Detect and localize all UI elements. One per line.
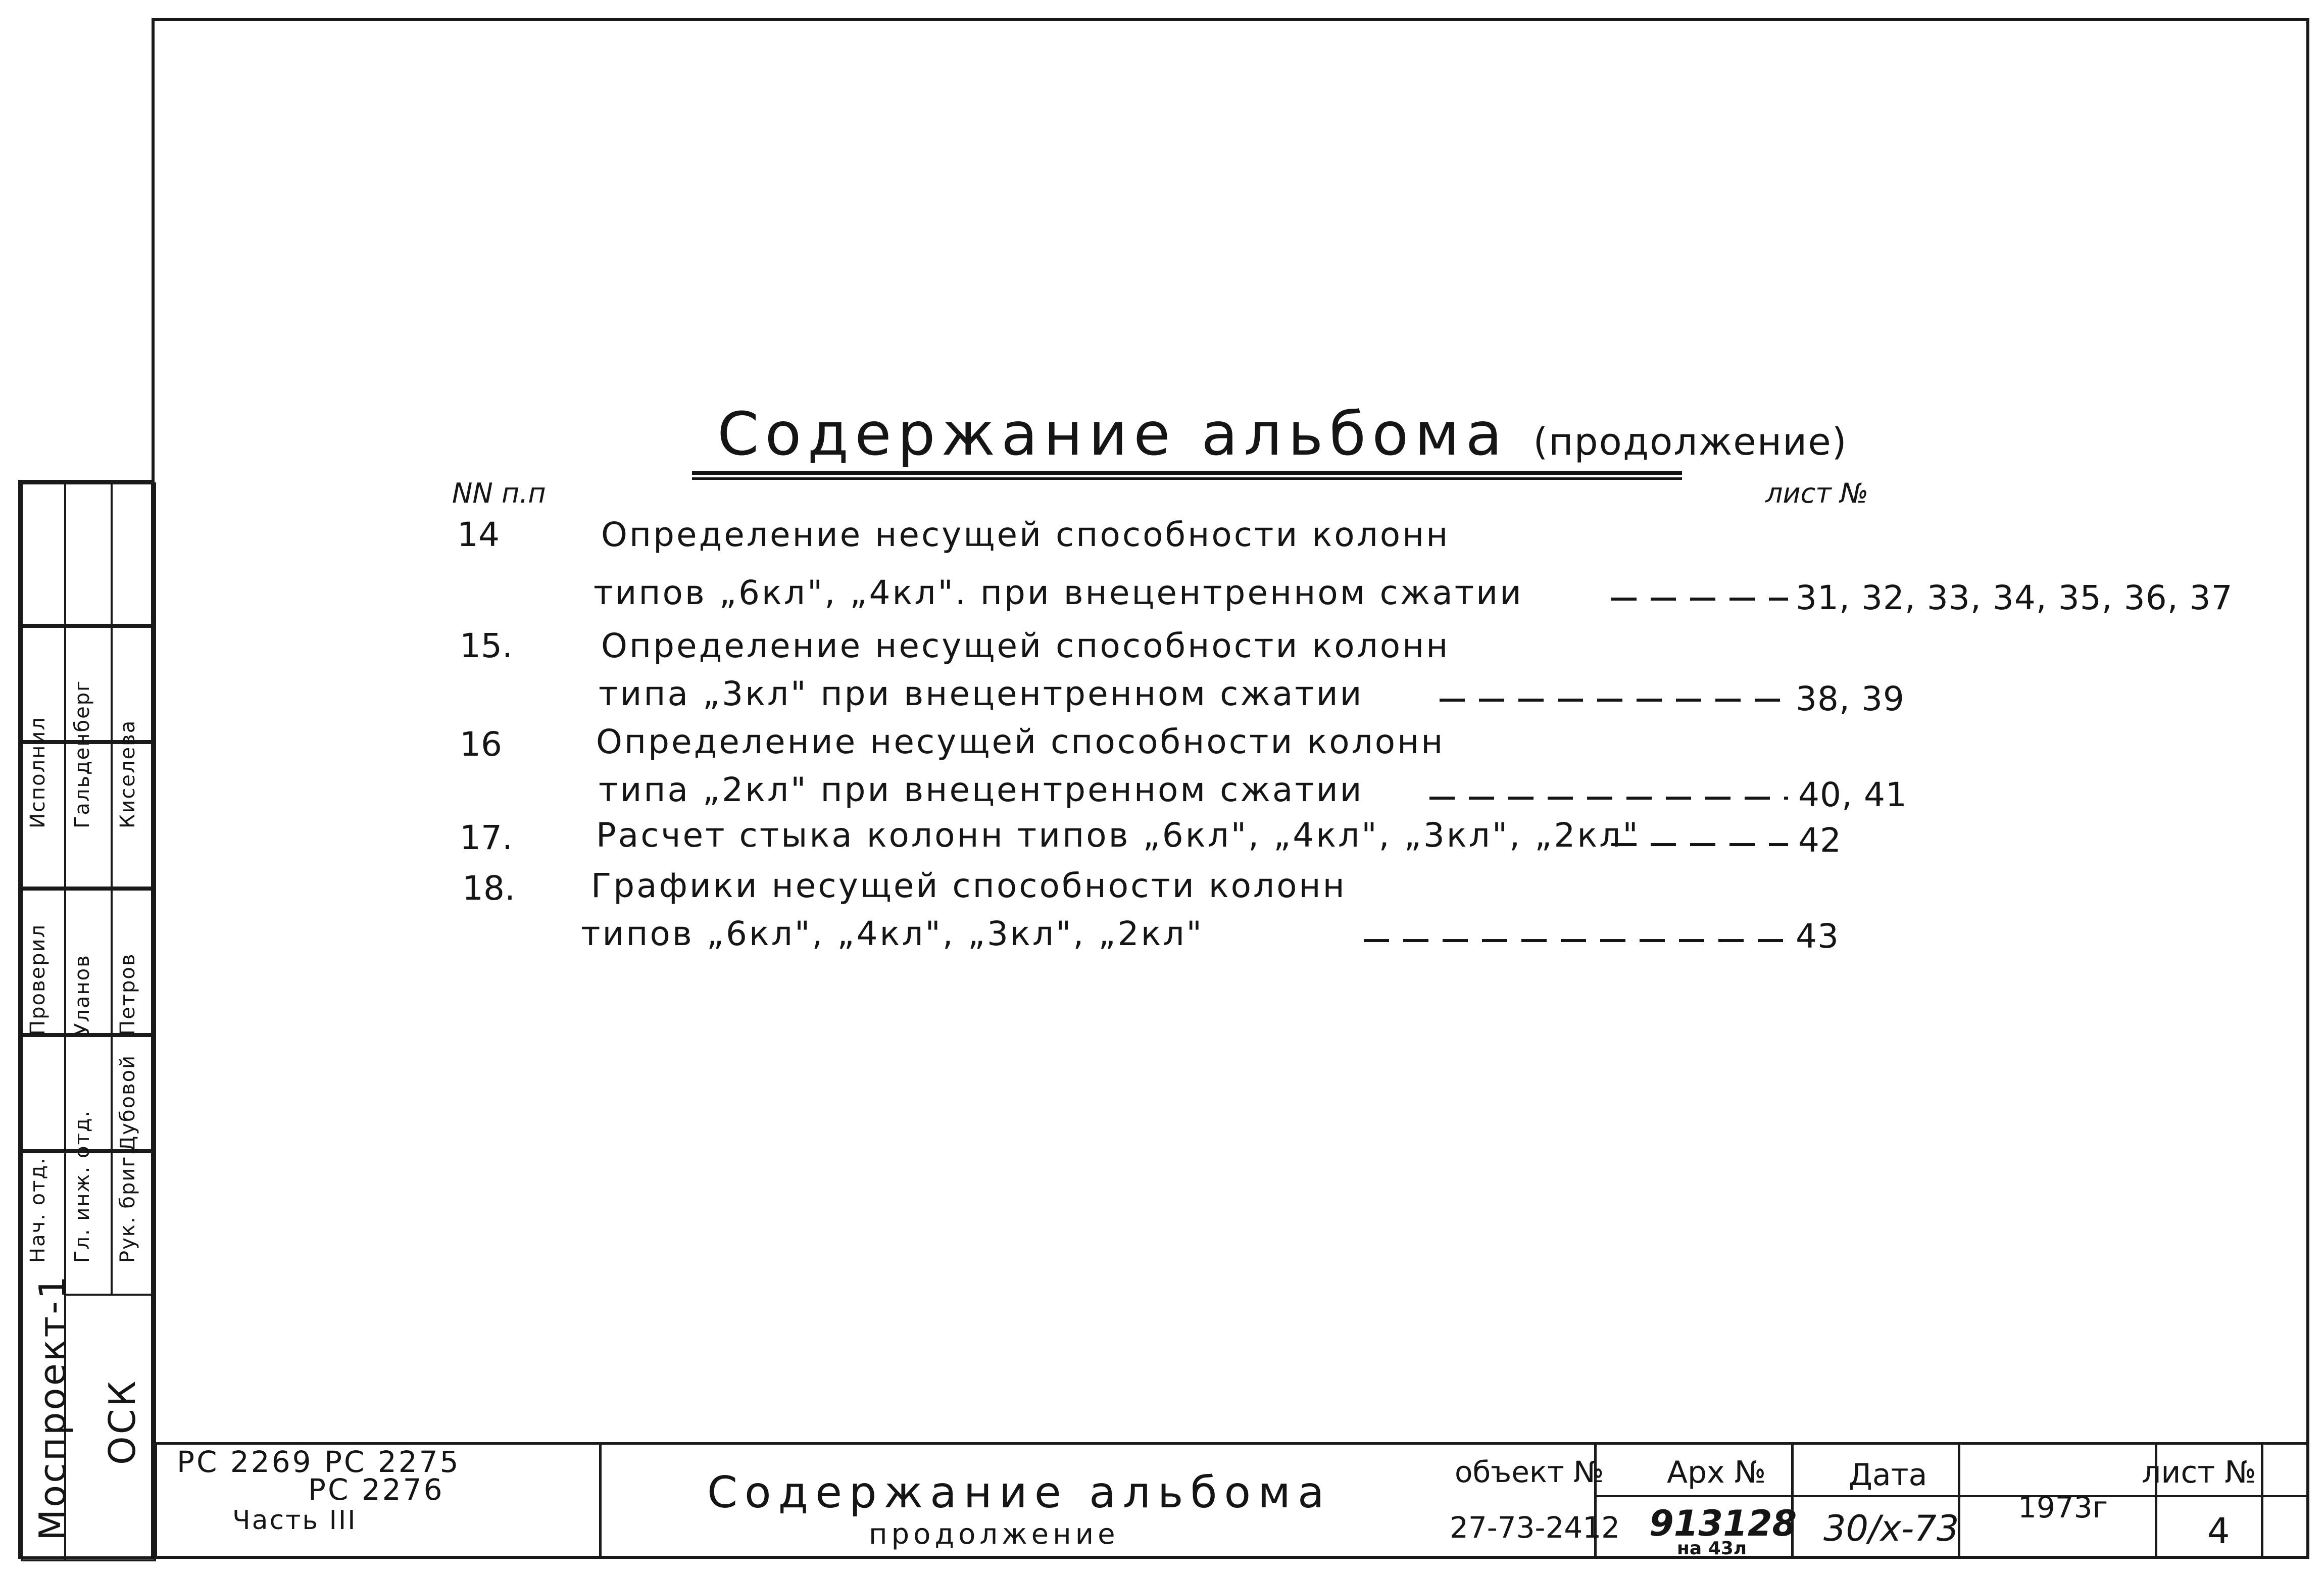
entry-sheets: 42 <box>1798 821 1842 860</box>
entry-line: Расчет стыка колонн типов „6кл", „4кл", „3кл", „2кл" <box>596 816 1640 855</box>
entry-number: 14 <box>457 515 500 554</box>
entry-number: 18. <box>462 869 515 908</box>
entry-number: 16 <box>460 725 502 764</box>
tb-arch-note: на 43л <box>1677 1538 1747 1559</box>
entry-line: типов „6кл", „4кл", „3кл", „2кл" <box>581 914 1204 953</box>
tb-codes-line2: РС 2276 <box>308 1472 444 1507</box>
num-column-header: NN п.п <box>452 477 546 509</box>
side-name: Уланов <box>71 954 94 1036</box>
entry-sheets: 43 <box>1796 917 1839 956</box>
side-name: Дубовой <box>116 1054 139 1152</box>
entry-line: типа „3кл" при внецентренном сжатии <box>599 674 1364 713</box>
side-role: Проверил <box>26 923 50 1036</box>
side-name: Петров <box>116 953 139 1036</box>
side-dept: ОСК <box>101 1379 143 1465</box>
sheet-column-header: лист № <box>1765 477 1869 509</box>
entry-line: Графики несущей способности колонн <box>591 866 1347 905</box>
tb-part: Часть III <box>232 1505 357 1536</box>
tb-sheet-cell <box>2261 1442 2306 1556</box>
entry-line: типа „2кл" при внецентренном сжатии <box>599 770 1364 809</box>
entry-sheets: 31, 32, 33, 34, 35, 36, 37 <box>1796 578 2233 617</box>
entry-number: 15. <box>460 626 513 665</box>
entry-line: типов „6кл", „4кл". при внецентренном сжатии <box>594 573 1523 612</box>
side-name: Гальденберг <box>71 679 94 828</box>
tb-object-value: 27-73-2412 <box>1450 1510 1620 1545</box>
side-role: Рук. бриг. <box>116 1148 139 1263</box>
tb-doc-title: Содержание альбома <box>707 1467 1331 1518</box>
title-sub: (продолжение) <box>1533 420 1848 464</box>
side-name: Киселева <box>116 719 139 828</box>
title-main: Содержание альбома <box>717 399 1508 469</box>
entry-sheets: 40, 41 <box>1798 775 1907 814</box>
entry-sheets: 38, 39 <box>1796 679 1905 718</box>
tb-codes-line1: РС 2269 РС 2275 <box>177 1445 461 1479</box>
tb-doc-sub: продолжение <box>869 1518 1119 1551</box>
side-role: Исполнил <box>26 716 50 828</box>
side-role: Гл. инж. отд. <box>71 1109 94 1263</box>
tb-date-label: Дата <box>1849 1457 1927 1493</box>
side-org: Моспроект-1 <box>31 1273 74 1541</box>
tb-arch-label: Арх № <box>1667 1455 1766 1490</box>
side-role: Нач. отд. <box>26 1157 50 1263</box>
side-stamp-divider <box>21 887 156 891</box>
tb-year: 1973г <box>2018 1490 2108 1524</box>
tb-date-value: 30/х-73 <box>1823 1508 1959 1549</box>
entry-line: Определение несущей способности колонн <box>601 515 1450 554</box>
entry-line: Определение несущей способности колонн <box>596 722 1445 761</box>
tb-arch-value: 913128 <box>1649 1503 1797 1544</box>
tb-mid-line <box>2109 1495 2306 1497</box>
entry-line: Определение несущей способности колонн <box>601 626 1450 665</box>
tb-object-label: объект № <box>1455 1455 1604 1489</box>
tb-sheet-value: 4 <box>2207 1510 2230 1552</box>
tb-sheet-label: лист № <box>2142 1455 2256 1490</box>
side-stamp-divider <box>21 624 156 628</box>
entry-number: 17. <box>460 818 513 857</box>
